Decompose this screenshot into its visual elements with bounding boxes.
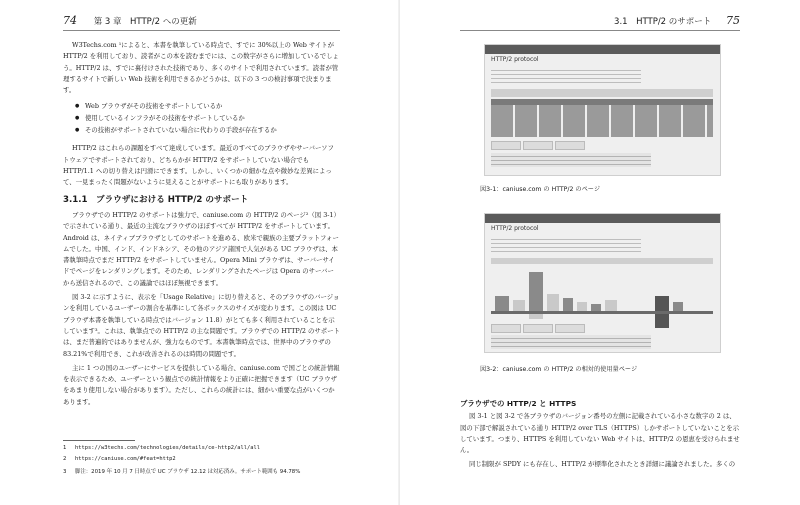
usage-block [547,294,559,311]
usage-block [655,296,669,311]
subsection-heading: ブラウザでの HTTP/2 と HTTPS [460,399,577,408]
screenshot-tab [523,324,553,333]
usage-block [673,302,683,311]
footnote-2: 2 https://caniuse.com/#feat=http2 [63,456,176,462]
footnote-rule [63,440,135,441]
screenshot-description [491,67,641,85]
screenshot-notes [491,153,651,167]
requirement-item: ● その技術がサポートされていない場合に代わりの手段が存在するか [75,124,340,136]
usage-block [495,296,509,311]
screenshot-tab [491,141,521,150]
left-running-head: 第 3 章 HTTP/2 への更新 [93,17,197,27]
right-running-head: 3.1 HTTP/2 のサポート [614,17,712,27]
screenshot-tab [555,324,585,333]
right-header-rule [460,30,740,31]
figure-3-1-screenshot [484,44,721,176]
left-body [63,40,340,411]
screenshot-description [491,236,641,254]
browser-header-row [491,89,713,97]
requirement-item: ● Web ブラウザがその技術をサポートしているか [75,100,340,112]
footnote-3: 3 脚注：2019 年 10 月 7 日時点で UC ブラウザ 12.12 は対応済み。サポート範囲も 94.78% [63,469,301,475]
usage-block [563,298,573,311]
usage-block [655,314,669,328]
section-paragraph-1: ブラウザでの HTTP/2 のサポートは強力で、caniuse.com の HTTP/2 のページ²（図 3-1）で示されている通り、最近の主流なブラウザのほぼすべてが HTTP/2 をサポートしています。Android は、ネイティブブラウザとしてのサポートを進める、欧米で親族の主要プラットフォームでした。中国、インド、インドネシア、その他のアジア諸国で人気がある UC ブラウザは、本書執筆時点でまだ HTTP/2 をサポートしていません。Opera Mini ブラウザは、サーバーサイドでページをレンダリングします。そのため、レンダリングされたページは Opera のサーバーから送信されるので、この議論ではほぼ無視できます。 [63,210,340,287]
requirement-list [75,100,340,136]
screenshot-tab [523,141,553,150]
footnote-1: 1 https://w3techs.com/technologies/details/ce-http2/all/all [63,445,260,451]
usage-block [529,314,543,319]
requirement-item: ● 使用しているインフラがその技術をサポートしているか [75,112,340,124]
screenshot-tab [555,141,585,150]
usage-block [591,304,601,311]
support-grid-row [491,99,713,105]
figure-3-2-caption: 図3-2：caniuse.com の HTTP/2 の相対的使用量ページ [480,366,638,373]
screenshot-toolbar [485,45,720,54]
figure-3-1-caption: 図3-1：caniuse.com の HTTP/2 のページ [480,186,601,193]
screenshot-notes [491,335,651,349]
screenshot-title: HTTP/2 protocol [491,56,539,63]
left-page-number: 74 [63,14,77,27]
usage-block [605,300,617,311]
screenshot-toolbar [485,214,720,223]
right-running-head-row [580,14,740,28]
section-paragraph-2: 図 3-2 に示すように、表示を「Usage Relative」に切り替えると、そのブラウザのバージョンを利用しているユーザーの割合を基準にして各ボックスのサイズが変わります。この図は UC ブラウザ本書を執筆している時点ではバージョン 11.8）がとても多く利用されていることを示しています³。これは、執筆点での HTTP/2 の主な問題です。ブラウザでの HTTP/2 のサポートは、まだ普遍的ではありませんが、強力なものです。本書執筆時点では、世界中のブラウザの 83.21%で利用でき、これが改善されるのは時間の問題です。 [63,293,340,358]
section-heading: 3.1.1 ブラウザにおける HTTP/2 のサポート [63,194,249,205]
right-body [460,398,740,474]
intro-paragraph-2: HTTP/2 はこれらの課題をすべて達成しています。最近のすべてのブラウザやサーバーソフトウェアでサポートされており、どちらかが HTTP/2 をサポートしていない場合でも HTTP/1.1 への切り替えは円滑にできます。しかし、いくつかの細かな点や微妙な差異によって、一見まったく問題がないように見えることがサポートにも取りがあります。 [63,144,334,187]
section-paragraph-3: 主に 1 つの国のユーザーにサービスを提供している場合、caniuse.com で国ごとの統計情報を表示できるため、ユーザーという観点での統計情報をより正確に把握できます（UC ブラウザをあまり使用しない場合があります）。ただし、これらの統計には、細かい重要な点がいくつかあります。 [63,363,340,406]
intro-paragraph-1: W3Techs.com ¹によると、本書を執筆している時点で、すでに 30%以上の Web サイトが HTTP/2 を利用しており、読者がこの本を読むまでには、この数字がさらに増加しているでしょう。HTTP/2 は、すでに裏付けされた技術であり、多くのサイトで利用されています。読者が管理するサイトで新しい Web 技術を利用できるかどうかは、以下の 3 つの検討事項で決まります。 [63,41,339,95]
usage-block [529,272,543,311]
right-page-number: 75 [726,14,740,27]
screenshot-tab [491,324,521,333]
figure-3-2-screenshot [484,213,721,353]
subsection-paragraph-2: 同じ制限が SPDY にも存在し、HTTP/2 が標準化されたとき詳細に議論されました。多くの [469,460,736,469]
left-running-head-row [63,14,363,28]
subsection-paragraph-1: 図 3-1 と図 3-2 で各ブラウザのバージョン番号の左側に記載されている小さな数字の 2 は、図の下部で解説されている通り HTTP/2 over TLS（HTTPS）しかサポートしていないことを示しています。つまり、HTTPS を利用していない Web サイトは、HTTP/2 の恩恵を受けられません。 [460,412,740,455]
browser-header-row [491,258,713,264]
usage-block [577,302,587,311]
screenshot-title: HTTP/2 protocol [491,225,539,232]
usage-baseline [491,311,713,314]
left-header-rule [63,30,340,31]
usage-block [513,300,525,311]
